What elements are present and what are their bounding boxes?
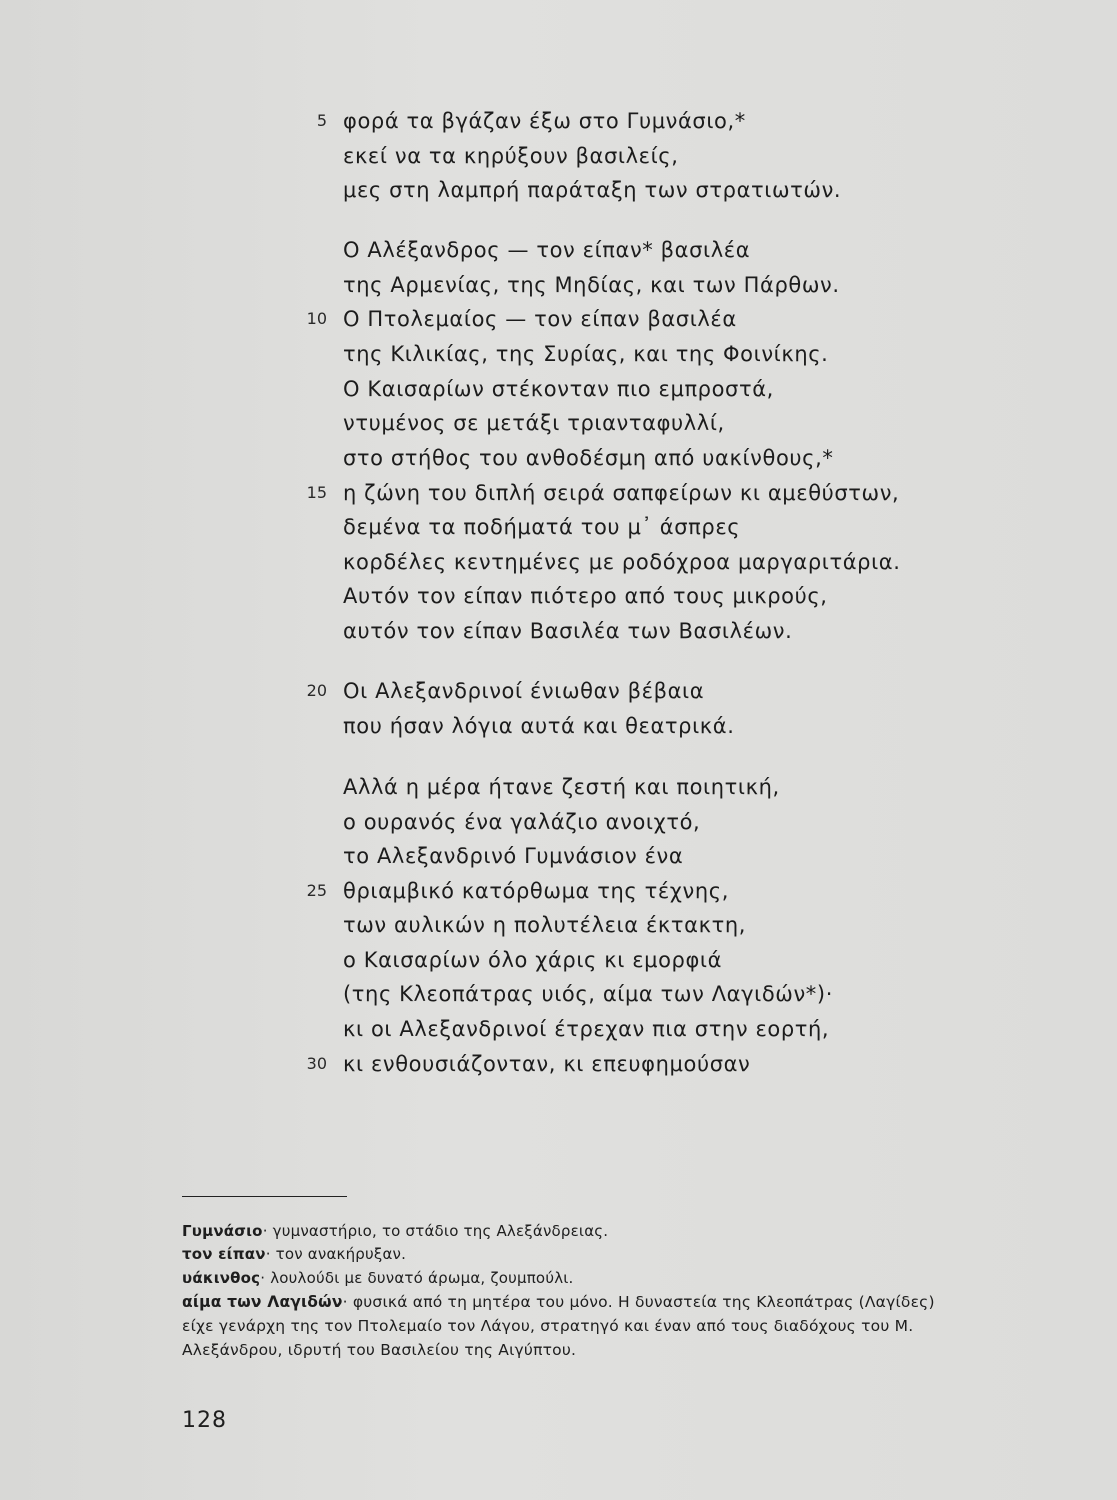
footnote-text: · τον ανακήρυξαν.	[265, 1245, 407, 1263]
poem-line: Αυτόν τον είπαν πιότερο από τους μικρούς,	[343, 584, 828, 608]
footnote	[182, 1243, 406, 1265]
footnote	[182, 1220, 608, 1242]
poem-line: (της Κλεοπάτρας υιός, αίμα των Λαγιδών*)·	[343, 982, 833, 1006]
poem-line: της Αρμενίας, της Μηδίας, και των Πάρθων.	[343, 273, 840, 297]
line-number: 20	[306, 681, 327, 700]
poem-line: φορά τα βγάζαν έξω στο Γυμνάσιο,*	[343, 109, 746, 133]
poem-line: Ο Αλέξανδρος — τον είπαν* βασιλέα	[343, 238, 751, 262]
poem-line: Αλλά η μέρα ήτανε ζεστή και ποιητική,	[343, 775, 780, 799]
footnote-term: Γυμνάσιο	[182, 1222, 263, 1240]
poem-line: δεμένα τα ποδήματά του μ᾽ άσπρες	[343, 515, 741, 539]
footnote-text: · λουλούδι με δυνατό άρωμα, ζουμπούλι.	[260, 1269, 574, 1287]
poem-line: κι ενθουσιάζονταν, κι επευφημούσαν	[343, 1052, 751, 1076]
footnote-term: τον είπαν	[182, 1245, 266, 1263]
poem-line: αυτόν τον είπαν Βασιλέα των Βασιλέων.	[343, 619, 793, 643]
poem-line: των αυλικών η πολυτέλεια έκτακτη,	[343, 913, 746, 937]
poem-line: εκεί να τα κηρύξουν βασιλείς,	[343, 144, 679, 168]
line-number: 25	[306, 881, 327, 900]
poem-line: Οι Αλεξανδρινοί ένιωθαν βέβαια	[343, 679, 705, 703]
poem-line: Ο Πτολεμαίος — τον είπαν βασιλέα	[343, 307, 737, 331]
line-number: 15	[306, 483, 327, 502]
line-number: 30	[306, 1054, 327, 1073]
poem-line: στο στήθος του ανθοδέσμη από υακίνθους,*	[343, 446, 834, 470]
footnote-divider	[182, 1196, 347, 1197]
line-number: 5	[316, 111, 327, 130]
poem-line: ο Καισαρίων όλο χάρις κι εμορφιά	[343, 948, 723, 972]
line-number: 10	[306, 309, 327, 328]
footnote	[182, 1291, 935, 1313]
poem-line: ο ουρανός ένα γαλάζιο ανοιχτό,	[343, 810, 701, 834]
poem-line: της Κιλικίας, της Συρίας, και της Φοινίκης.	[343, 342, 829, 366]
poem-line: μες στη λαμπρή παράταξη των στρατιωτών.	[343, 178, 842, 202]
poem-line: θριαμβικό κατόρθωμα της τέχνης,	[343, 879, 729, 903]
poem-line: το Αλεξανδρινό Γυμνάσιον ένα	[343, 844, 684, 868]
poem-line: κι οι Αλεξανδρινοί έτρεχαν πια στην εορτή,	[343, 1017, 830, 1041]
poem-line: κορδέλες κεντημένες με ροδόχροα μαργαριτάρια.	[343, 550, 901, 574]
page-number: 128	[182, 1408, 227, 1433]
footnote-text: · γυμναστήριο, το στάδιο της Αλεξάνδρειας.	[262, 1222, 609, 1240]
footnote-term: υάκινθος	[182, 1269, 261, 1287]
footnote	[182, 1267, 574, 1289]
footnote-text: · φυσικά από τη μητέρα του μόνο. Η δυναστεία της Κλεοπάτρας (Λαγίδες)	[342, 1293, 935, 1311]
footnote-term: αίμα των Λαγιδών	[182, 1293, 343, 1311]
poem-line: η ζώνη του διπλή σειρά σαπφείρων κι αμεθύστων,	[343, 481, 900, 505]
poem-line: που ήσαν λόγια αυτά και θεατρικά.	[343, 714, 735, 738]
poem-line: ντυμένος σε μετάξι τριανταφυλλί,	[343, 411, 725, 435]
footnote-continuation: είχε γενάρχη της τον Πτολεμαίο τον Λάγου, στρατηγό και έναν από τους διαδόχους του Μ.	[182, 1317, 914, 1335]
footnote-continuation: Αλεξάνδρου, ιδρυτή του Βασιλείου της Αιγύπτου.	[182, 1341, 577, 1359]
poem-line: Ο Καισαρίων στέκονταν πιο εμπροστά,	[343, 377, 774, 401]
